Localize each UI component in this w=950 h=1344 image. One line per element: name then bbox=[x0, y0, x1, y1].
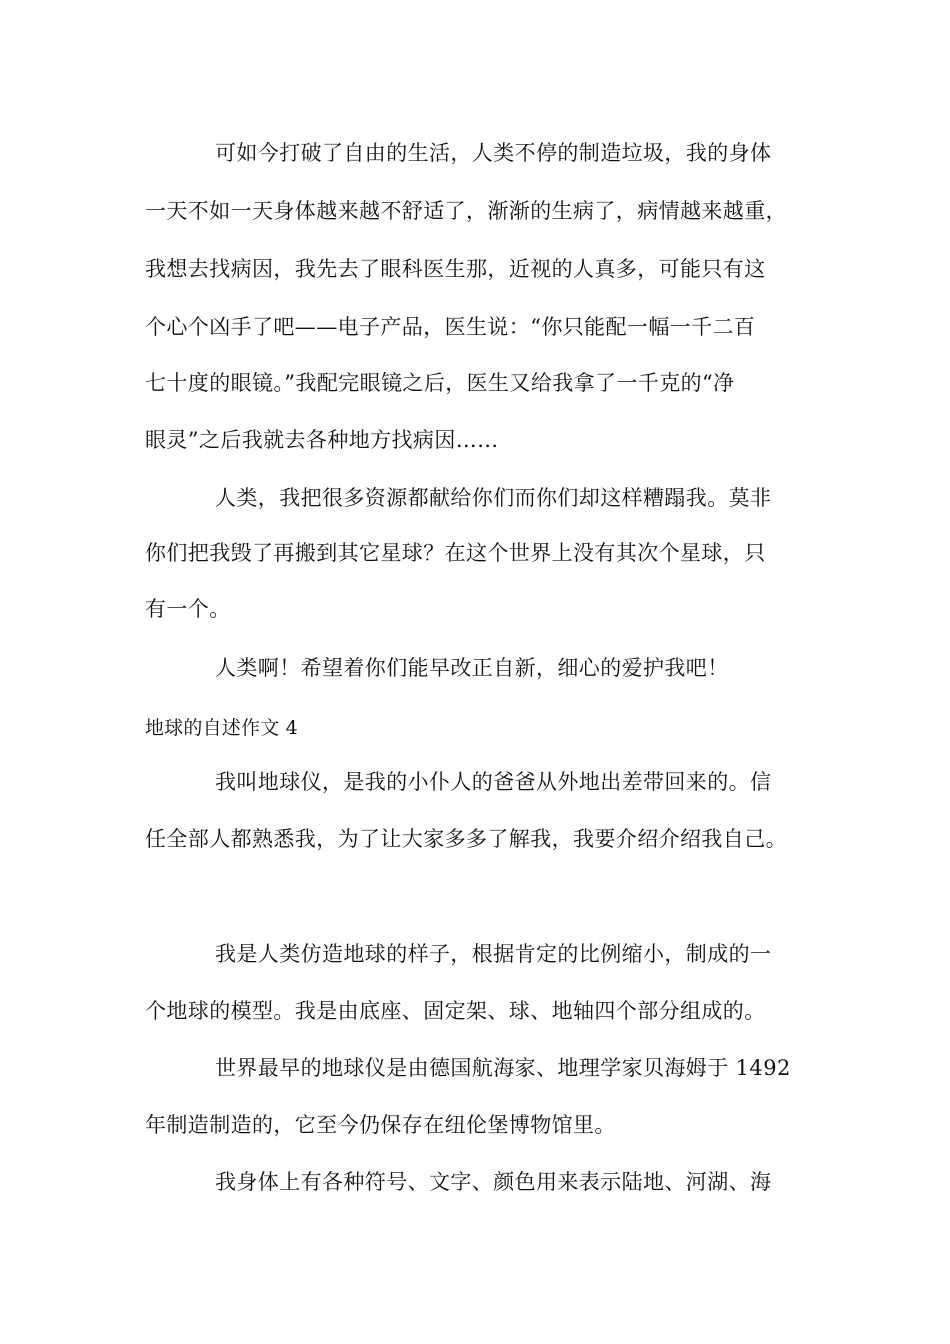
paragraph-2-line-1: 人类，我把很多资源都献给你们而你们却这样糟蹋我。莫非 bbox=[215, 486, 772, 510]
paragraph-7-line-1: 我身体上有各种符号、文字、颜色用来表示陆地、河湖、海 bbox=[215, 1170, 772, 1194]
paragraph-6-line-2: 年制造制造的，它至今仍保存在纽伦堡博物馆里。 bbox=[145, 1113, 616, 1137]
paragraph-3-line-1: 人类啊！希望着你们能早改正自新，细心的爱护我吧！ bbox=[215, 656, 729, 680]
paragraph-5-line-1: 我是人类仿造地球的样子，根据肯定的比例缩小，制成的一 bbox=[215, 942, 772, 966]
paragraph-4-line-2: 任全部人都熟悉我，为了让大家多多了解我，我要介绍介绍我自己。 bbox=[145, 827, 787, 851]
paragraph-1-line-4: 个心个凶手了吧——电子产品，医生说：“你只能配一幅一千二百 bbox=[145, 315, 756, 339]
paragraph-6-line-1: 世界最早的地球仪是由德国航海家、地理学家贝海姆于 1492 bbox=[215, 1056, 791, 1080]
paragraph-2-line-2: 你们把我毁了再搬到其它星球？在这个世界上没有其次个星球，只 bbox=[145, 541, 766, 565]
paragraph-1-line-1: 可如今打破了自由的生活，人类不停的制造垃圾，我的身体 bbox=[215, 141, 772, 165]
paragraph-5-line-2: 个地球的模型。我是由底座、固定架、球、地轴四个部分组成的。 bbox=[145, 999, 766, 1023]
paragraph-1-line-6: 眼灵”之后我就去各种地方找病因…… bbox=[145, 428, 499, 452]
paragraph-1-line-3: 我想去找病因，我先去了眼科医生那，近视的人真多，可能只有这 bbox=[145, 257, 766, 281]
paragraph-1-line-5: 七十度的眼镜。”我配完眼镜之后，医生又给我拿了一千克的“净 bbox=[145, 371, 735, 395]
paragraph-4-line-1: 我叫地球仪，是我的小仆人的爸爸从外地出差带回来的。信 bbox=[215, 770, 772, 794]
section-heading: 地球的自述作文 4 bbox=[145, 717, 298, 739]
paragraph-2-line-3: 有一个。 bbox=[145, 597, 231, 621]
paragraph-1-line-2: 一天不如一天身体越来越不舒适了，渐渐的生病了，病情越来越重， bbox=[145, 199, 787, 223]
